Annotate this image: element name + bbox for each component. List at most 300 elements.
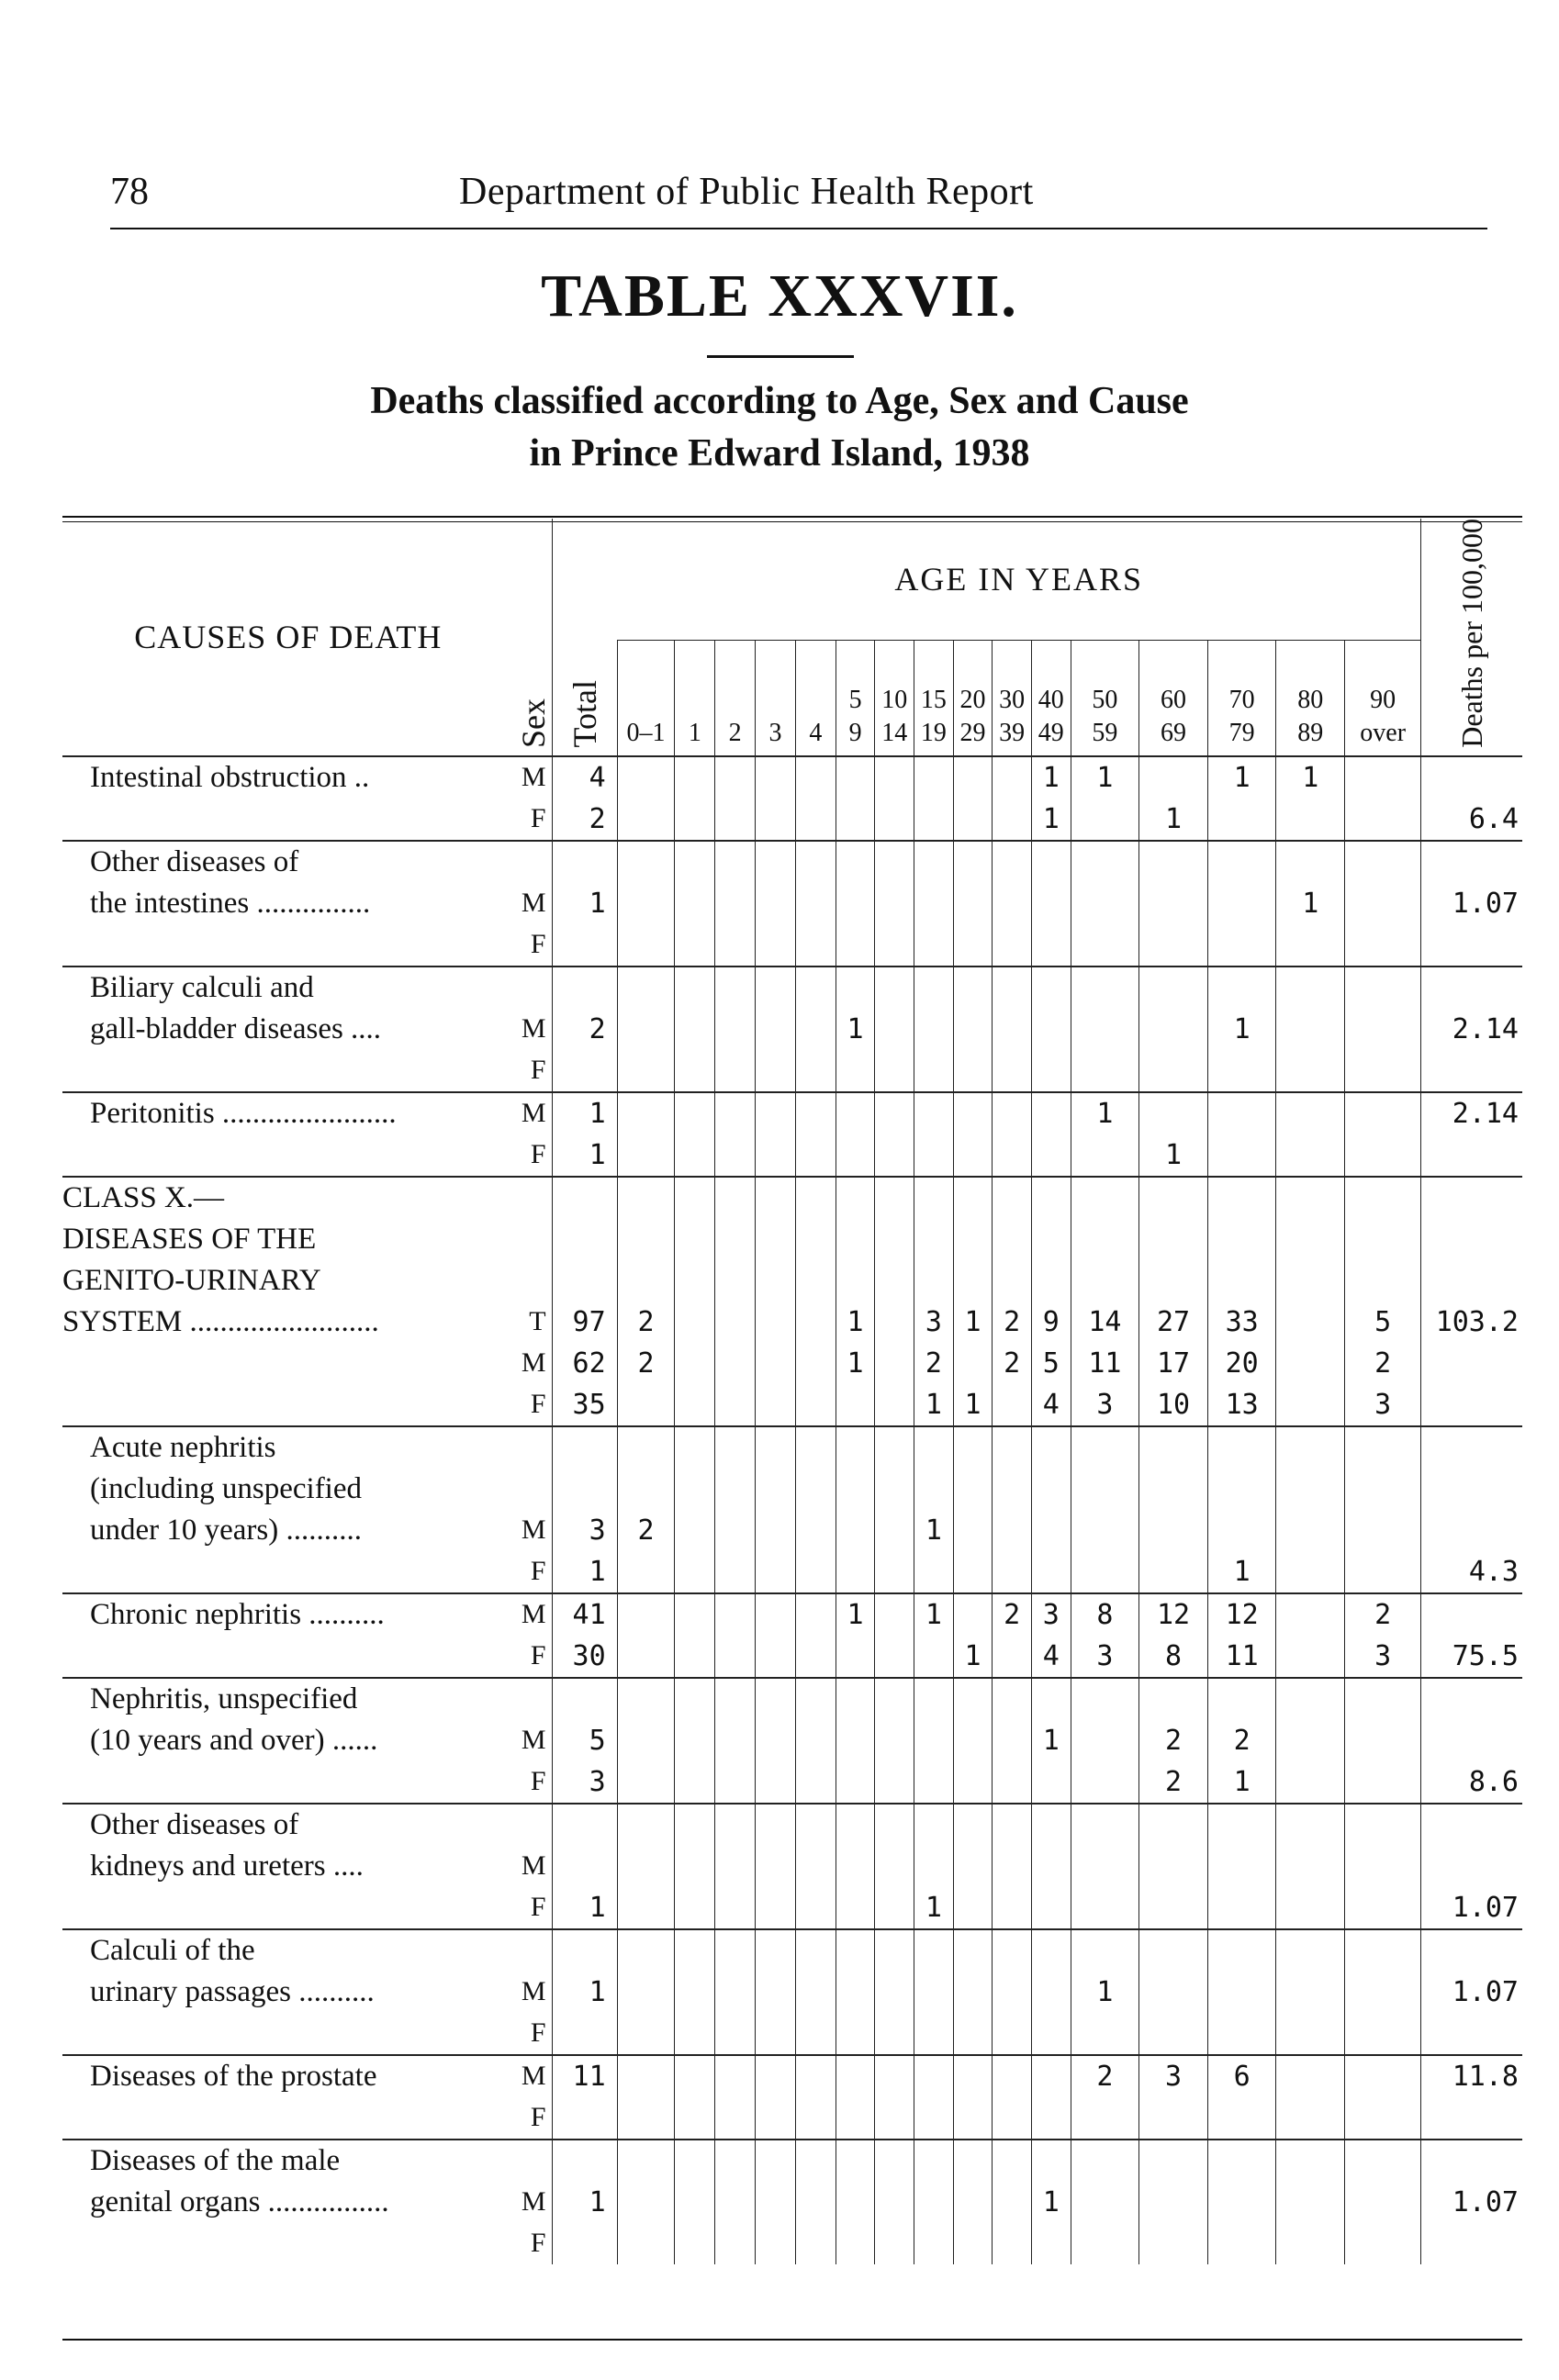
age-count-cell: 1 [953,1636,993,1678]
age-count-cell [1276,2097,1345,2140]
total-cell [552,1050,617,1092]
age-count-cell [1276,1761,1345,1804]
age-count-cell [1207,1134,1276,1177]
age-count-cell: 2 [1345,1343,1421,1384]
age-count-cell [836,799,875,841]
age-count-cell [875,1177,914,1219]
sex-cell: F [530,2228,546,2259]
cause-cell: the intestines ............... [90,886,371,920]
age-count-cell [1345,1134,1421,1177]
rate-cell [1421,1219,1522,1260]
age-count-cell [836,2055,875,2097]
total-cell: 41 [552,1593,617,1636]
total-cell [552,1678,617,1720]
cause-cell [62,2097,514,2140]
age-count-cell [1031,1678,1071,1720]
age-count-cell [715,924,756,967]
age-count-cell [914,883,954,924]
age-count-cell [1345,1426,1421,1469]
age-count-cell: 1 [1031,756,1071,799]
age-count-cell [1276,2013,1345,2055]
age-count-cell [875,1593,914,1636]
age-range-end: 49 [1037,718,1064,747]
age-count-cell [953,1929,993,1972]
age-count-cell [836,2013,875,2055]
table-row [62,1636,1522,1678]
age-count-cell [1345,1804,1421,1846]
cause-cell [62,1887,514,1929]
age-count-cell [993,1134,1032,1177]
age-count-cell [875,1929,914,1972]
sex-cell: M [514,756,552,799]
total-cell [552,2013,617,2055]
sex-cell: M [514,1092,552,1134]
age-count-cell [1276,1510,1345,1551]
age-count-cell [875,1551,914,1593]
age-count-cell [875,1636,914,1678]
age-count-cell [795,1050,836,1092]
table-row [62,1343,1522,1384]
age-count-cell [1345,1260,1421,1302]
age-count-cell [756,1092,796,1134]
sex-cell: F [530,1556,546,1587]
age-count-cell [675,2182,715,2223]
age-range-end: 79 [1228,718,1255,747]
age-count-cell [875,1050,914,1092]
age-count-cell: 20 [1207,1343,1276,1384]
age-count-cell [715,1384,756,1426]
age-count-cell [756,883,796,924]
age-count-cell: 2 [993,1593,1032,1636]
age-count-cell [914,2055,954,2097]
age-count-cell [1031,1050,1071,1092]
age-count-cell [675,967,715,1009]
age-count-cell [836,924,875,967]
age-count-cell [1139,967,1208,1009]
age-count-cell [914,1804,954,1846]
table-row [62,1384,1522,1426]
age-count-cell [1276,1092,1345,1134]
age-count-cell [875,2097,914,2140]
age-count-cell [1139,1972,1208,2013]
age-count-cell [1139,1678,1208,1720]
age-count-cell [1031,2223,1071,2264]
total-cell: 5 [552,1720,617,1761]
age-count-cell [756,1177,796,1219]
cause-cell [62,924,514,967]
age-count-cell [675,1343,715,1384]
age-count-cell [756,2055,796,2097]
table-row [62,883,1522,924]
age-count-cell [836,2097,875,2140]
table-row [62,1092,1522,1134]
age-count-cell: 2 [1139,1761,1208,1804]
cause-cell: SYSTEM ......................... [62,1304,379,1338]
table-row [62,924,1522,967]
age-count-cell [675,2223,715,2264]
age-count-cell [1345,1929,1421,1972]
cause-cell [62,1551,514,1593]
age-count-cell [993,1260,1032,1302]
age-count-cell [756,1009,796,1050]
age-count-cell [795,1009,836,1050]
causes-header: CAUSES OF DEATH [62,519,514,756]
total-header-cell [552,519,617,756]
age-count-cell [617,1720,675,1761]
age-count-cell: 27 [1139,1302,1208,1343]
age-count-cell: 1 [914,1510,954,1551]
age-count-cell [1031,1846,1071,1887]
age-count-cell [1031,1177,1071,1219]
age-count-cell [756,2223,796,2264]
age-count-cell [617,1846,675,1887]
age-count-cell [1031,1009,1071,1050]
rate-cell [1421,2097,1522,2140]
total-cell [552,1219,617,1260]
age-count-cell [617,756,675,799]
age-count-cell [993,2013,1032,2055]
age-count-cell [756,1302,796,1343]
age-count-cell [715,1469,756,1510]
sex-header-cell [514,519,552,756]
sex-cell: F [530,1389,546,1420]
age-count-cell [914,841,954,883]
age-count-cell [715,1720,756,1761]
age-count-cell [993,1426,1032,1469]
age-count-cell [993,841,1032,883]
age-count-cell [953,1177,993,1219]
sex-cell: M [521,1725,546,1756]
age-count-cell [1345,1761,1421,1804]
age-count-cell [617,2140,675,2182]
age-range-start: 10 [881,685,908,714]
age-count-cell [1139,1260,1208,1302]
age-count-cell [756,1260,796,1302]
age-count-cell: 11 [1207,1636,1276,1678]
table-row [62,2223,1522,2264]
age-count-cell [914,799,954,841]
sex-cell: F [530,1640,546,1671]
age-count-cell [993,1720,1032,1761]
age-count-cell [675,883,715,924]
age-count-cell [675,1929,715,1972]
age-count-cell [1139,1009,1208,1050]
age-count-cell [617,1384,675,1426]
table-row [62,1972,1522,2013]
age-count-cell [875,2013,914,2055]
age-count-cell [617,1050,675,1092]
age-count-cell [715,1804,756,1846]
age-count-cell [675,1384,715,1426]
age-count-cell [953,1972,993,2013]
table-row [62,1009,1522,1050]
age-count-cell [617,1551,675,1593]
age-count-cell [953,1720,993,1761]
age-count-cell [953,1846,993,1887]
age-count-cell [617,799,675,841]
age-count-cell [1276,924,1345,967]
table-row [62,1260,1522,1302]
rate-cell [1421,1384,1522,1426]
age-count-cell [756,1720,796,1761]
age-count-cell: 14 [1071,1302,1139,1343]
age-range-end: 9 [848,718,862,747]
sex-cell: M [521,1850,546,1882]
age-count-cell [1207,924,1276,967]
age-count-cell [836,1678,875,1720]
running-head: Department of Public Health Report [459,171,1034,213]
sex-cell [514,967,552,1009]
age-range-end: 0–1 [626,718,666,747]
total-cell: 30 [552,1636,617,1678]
age-count-cell [795,1678,836,1720]
cause-cell: Calculi of the [62,1929,514,1972]
age-count-cell [675,1219,715,1260]
age-count-cell [1345,1092,1421,1134]
age-count-cell [1276,1678,1345,1720]
rate-cell [1421,1469,1522,1510]
age-count-cell [1276,1887,1345,1929]
age-count-cell [795,1510,836,1551]
age-column-header [1345,640,1421,755]
age-count-cell [675,1593,715,1636]
age-count-cell: 2 [617,1510,675,1551]
age-count-cell [1276,967,1345,1009]
age-count-cell [993,1846,1032,1887]
age-count-cell [756,1426,796,1469]
age-count-cell [993,1009,1032,1050]
age-count-cell: 1 [914,1593,954,1636]
age-count-cell: 3 [1345,1636,1421,1678]
age-count-cell [1345,2182,1421,2223]
age-count-cell [1031,1426,1071,1469]
age-count-cell [836,1426,875,1469]
age-count-cell [914,1720,954,1761]
age-count-cell [675,1260,715,1302]
age-count-cell [1207,1426,1276,1469]
age-count-cell [715,1050,756,1092]
age-count-cell [1071,1426,1139,1469]
age-range-start [796,684,836,717]
age-count-cell [675,1510,715,1551]
age-column-header [1276,640,1345,755]
total-cell: 1 [552,1972,617,2013]
rate-cell [1421,1134,1522,1177]
age-range-end: 3 [768,718,782,747]
rate-header-cell [1421,519,1522,756]
age-count-cell [617,2223,675,2264]
age-count-cell [953,2223,993,2264]
total-cell: 1 [552,1092,617,1134]
age-count-cell [795,1302,836,1343]
age-count-cell: 1 [1071,1092,1139,1134]
age-count-cell [953,1009,993,1050]
age-column-header [756,640,796,755]
age-count-cell [756,1593,796,1636]
age-count-cell: 2 [993,1343,1032,1384]
age-count-cell [1345,799,1421,841]
age-count-cell [993,1510,1032,1551]
age-count-cell: 5 [1345,1302,1421,1343]
sex-cell [514,1426,552,1469]
age-count-cell [675,1972,715,2013]
age-count-cell: 3 [1345,1384,1421,1426]
age-count-cell [675,1846,715,1887]
age-count-cell [914,2223,954,2264]
age-count-cell: 12 [1207,1593,1276,1636]
age-count-cell [1345,1469,1421,1510]
age-count-cell [715,756,756,799]
sex-cell: M [521,2186,546,2218]
age-count-cell [795,841,836,883]
sex-cell [514,2140,552,2182]
age-count-cell [756,1343,796,1384]
table-row [62,1426,1522,1469]
age-range-end: 29 [959,718,986,747]
table-title: TABLE XXXVII. [541,263,1018,330]
age-column-header [715,640,756,755]
rate-cell: 1.07 [1421,883,1522,924]
age-count-cell [1345,1510,1421,1551]
age-count-cell: 6 [1207,2055,1276,2097]
age-count-cell [795,1551,836,1593]
age-count-cell [1031,2055,1071,2097]
age-count-cell [836,1972,875,2013]
age-count-cell [1345,1887,1421,1929]
age-count-cell: 1 [836,1009,875,1050]
table-header [62,519,1522,756]
age-count-cell [914,2013,954,2055]
age-count-cell [675,1426,715,1469]
age-count-cell [1345,1720,1421,1761]
age-count-cell [993,924,1032,967]
age-count-cell [756,756,796,799]
cause-cell [62,1636,514,1678]
age-count-cell [1207,1469,1276,1510]
age-count-cell [715,1678,756,1720]
age-count-cell [617,1972,675,2013]
age-count-cell [715,1551,756,1593]
age-count-cell [795,1260,836,1302]
total-header: Total [566,680,603,748]
age-count-cell [1276,1551,1345,1593]
age-count-cell [1139,2182,1208,2223]
age-count-cell [914,1929,954,1972]
age-count-cell [715,1343,756,1384]
sex-cell: F [530,1766,546,1797]
cause-cell: gall-bladder diseases .... [90,1011,382,1045]
sex-cell: M [514,2055,552,2097]
age-count-cell [875,2182,914,2223]
age-count-cell [1207,1972,1276,2013]
age-count-cell [1071,1469,1139,1510]
age-count-cell [795,1092,836,1134]
age-count-cell [914,2140,954,2182]
age-count-cell [675,1177,715,1219]
table-row [62,2140,1522,2182]
age-count-cell [617,1929,675,1972]
age-count-cell [1031,1887,1071,1929]
age-count-cell [675,1887,715,1929]
age-count-cell [1071,2140,1139,2182]
age-count-cell [1276,2140,1345,2182]
age-count-cell [914,1972,954,2013]
total-cell: 97 [552,1302,617,1343]
age-count-cell [1031,967,1071,1009]
total-cell [552,1177,617,1219]
cause-cell: Chronic nephritis .......... [62,1593,514,1636]
age-count-cell [715,1846,756,1887]
age-count-cell [617,967,675,1009]
age-count-cell [875,841,914,883]
age-count-cell [836,1177,875,1219]
age-count-cell [756,799,796,841]
age-count-cell [1139,2097,1208,2140]
age-count-cell [1071,1219,1139,1260]
table-row [62,1761,1522,1804]
cause-cell: kidneys and ureters .... [90,1849,364,1883]
age-count-cell: 1 [1207,1551,1276,1593]
age-count-cell [953,1678,993,1720]
age-count-cell [795,1761,836,1804]
age-count-cell: 2 [914,1343,954,1384]
age-count-cell: 2 [1139,1720,1208,1761]
age-count-cell [675,1092,715,1134]
sex-cell: F [530,2017,546,2049]
age-count-cell [756,967,796,1009]
age-count-cell: 3 [1139,2055,1208,2097]
age-count-cell [675,2013,715,2055]
age-count-cell [1345,841,1421,883]
age-count-cell [1139,924,1208,967]
age-count-cell [617,2013,675,2055]
cause-cell [62,2013,514,2055]
age-count-cell [1345,1009,1421,1050]
age-count-cell [715,1260,756,1302]
age-count-cell [993,1177,1032,1219]
age-count-cell [795,1219,836,1260]
age-count-cell [953,799,993,841]
age-count-cell [1139,1551,1208,1593]
age-count-cell [1139,1177,1208,1219]
age-count-cell [1207,1219,1276,1260]
age-count-cell [953,2140,993,2182]
age-count-cell [836,1092,875,1134]
total-cell [552,1426,617,1469]
age-count-cell [795,1593,836,1636]
age-count-cell [993,1092,1032,1134]
age-count-cell [875,2140,914,2182]
age-count-cell [1071,1846,1139,1887]
age-count-cell [875,1302,914,1343]
age-range-end: 69 [1161,718,1187,747]
age-count-cell [1207,1050,1276,1092]
age-count-cell [795,924,836,967]
age-count-cell [1276,1219,1345,1260]
age-count-cell [953,841,993,883]
age-count-cell: 1 [836,1343,875,1384]
age-count-cell [795,2182,836,2223]
cause-cell: GENITO-URINARY [62,1263,321,1297]
age-count-cell [1207,2182,1276,2223]
age-count-cell [836,2182,875,2223]
age-count-cell [756,2140,796,2182]
table-row [62,756,1522,799]
rate-cell [1421,1426,1522,1469]
age-count-cell [675,1678,715,1720]
age-count-cell [875,2055,914,2097]
age-count-cell [993,1469,1032,1510]
